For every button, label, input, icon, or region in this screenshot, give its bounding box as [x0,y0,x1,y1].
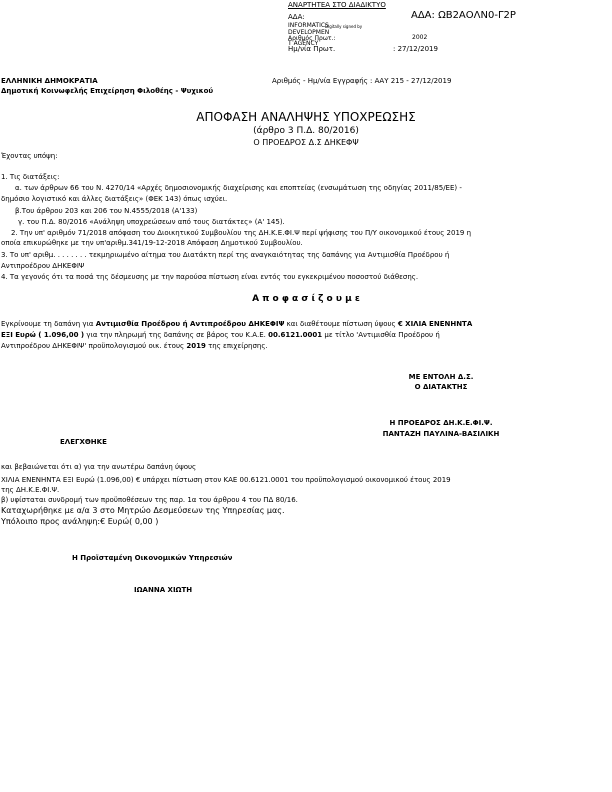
checked-label: ΕΛΕΓΧΘΗΚΕ [60,438,107,446]
finance-head-name: ΙΩΑΝΝΑ ΧΙΩΤΗ [134,586,193,594]
org-name: Δημοτική Κοινωφελής Επιχείρηση Φιλοθέης - Ψυχικού [1,87,214,95]
document-president: Ο ΠΡΟΕΔΡΟΣ Δ.Σ ΔΗΚΕΦΨ [253,138,359,147]
item-1: 1. Τις διατάξεις: [1,173,60,181]
item-3-line2: Αντιπροέδρου ΔΗΚΕΦΙΨ [1,262,85,270]
verification-line2: ΧΙΛΙΑ ΕΝΕΝΗΝΤΑ ΕΞΙ Ευρώ (1.096,00) € υπάρχει πίστωση στον ΚΑΕ 00.6121.0001 του προϋπολογισμού οικονομικού έτους 2019 [1,476,451,484]
approval-text: Εγκρίνουμε τη δαπάνη για [1,320,96,328]
finance-head-title: Η Προϊσταμένη Οικονομικών Υπηρεσιών [72,554,233,562]
president-name: ΠΑΝΤΑΖΗ ΠΑΥΛΙΝΑ-ΒΑΣΙΛΙΚΗ [382,430,500,438]
approval-text: Αντιπροέδρου ΔΗΚΕΦΙΨ' προϋπολογισμού οικ. έτους [1,342,187,350]
document-subtitle: (άρθρο 3 Π.Δ. 80/2016) [253,126,359,136]
item-4: 4. Τα γεγονός ότι τα ποσά της δέσμευσης με την παρούσα πίστωση είναι εντός του εγκεκριμένου ποσοστού διάθεσης. [1,273,419,281]
approval-text: της επιχείρησης. [205,342,268,350]
issuer-label: Ο ΔΙΑΤΑΚΤΗΣ [414,383,468,391]
president-title: Η ΠΡΟΕΔΡΟΣ ΔΗ.Κ.Ε.ΦΙ.Ψ. [389,419,493,427]
approval-text: για την πληρωμή της δαπάνης σε βάρος του Κ.Α.Ε. [84,331,269,339]
item-1a-line1: α. των άρθρων 66 του Ν. 4270/14 «Αρχές δημοσιονομικής διαχείρισης και εποπτείας (ενσωμάτωση της οδηγίας 2011/85/ΕΕ) - [15,184,462,192]
verification-line5: Καταχωρήθηκε με α/α 3 στο Μητρώο Δεσμεύσεων της Υπηρεσίας μας. [1,506,285,515]
reg-date-label: Ημ/νία Πρωτ. [288,45,336,53]
approval-text: με τίτλο 'Αντιμισθία Προέδρου ή [322,331,440,339]
signature-informatics: INFORMATICS [288,22,329,29]
item-2-line1: 2. Την υπ' αριθμόν 71/2018 απόφαση του Διοικητικού Συμβουλίου της ΔΗ.Κ.Ε.ΦΙ.Ψ περί ψήφισης του Π/Υ οικονομικού έτους 2019 η [11,229,472,237]
approval-line3 [1,342,268,351]
registry-number: Αριθμός - Ημ/νία Εγγραφής : ΑΑΥ 215 - 27/12/2019 [272,77,452,85]
intro-text: Έχοντας υπόψη: [1,152,58,160]
signature-development: DEVELOPMEN [288,29,330,36]
verification-line3: της ΔΗ.Κ.Ε.ΦΙ.Ψ. [1,486,60,494]
by-order-label: ΜΕ ΕΝΤΟΛΗ Δ.Σ. [408,373,474,381]
item-2-line2: οποία επικυρώθηκε με την υπ'αριθμ.341/19-12-2018 Απόφαση Δημοτικού Συμβουλίου. [1,239,303,247]
approval-kae-code: 00.6121.0001 [268,331,323,339]
reg-number-value: 2002 [412,34,428,41]
approval-year: 2019 [186,342,206,350]
verification-line6: Υπόλοιπο προς ανάληψη:€ Ευρώ( 0,00 ) [1,517,159,526]
publish-notice: ΑΝΑΡΤΗΤΕΑ ΣΤΟ ΔΙΑΔΙΚΤΥΟ [288,1,386,9]
approval-subject: Αντιμισθία Προέδρου ή Αντιπροέδρου ΔΗΚΕΦΙΨ [95,320,285,328]
reg-date-value: : 27/12/2019 [393,45,438,53]
item-3-line1: 3. Το υπ' αριθμ. . . . . . . . τεκμηριωμένο αίτημα του Διατάκτη περί της αναγκαιότητας της δαπάνης για Αντιμισθία Προέδρου ή [1,251,450,259]
signature-overlay-text: Digitally signed by [325,24,363,29]
decision-heading: Α π ο φ α σ ί ζ ο υ μ ε [252,294,360,304]
ada-value: ΑΔΑ: ΩΒ2ΑΟΛΝ0-Γ2Ρ [411,10,516,21]
org-country: ΕΛΛΗΝΙΚΗ ΔΗΜΟΚΡΑΤΙΑ [1,77,98,85]
approval-line2 [1,331,440,340]
item-1c: γ. του Π.Δ. 80/2016 «Ανάληψη υποχρεώσεων από τους διατάκτες» (Α' 145). [18,218,285,226]
signature-agency: T AGENCY [288,40,319,47]
verification-line4: β) υφίσταται συνδρομή των προϋποθέσεων της παρ. 1α του άρθρου 4 του ΠΔ 80/16. [1,496,298,504]
approval-amount-words: € ΧΙΛΙΑ ΕΝΕΝΗΝΤΑ [397,320,473,328]
document-title: ΑΠΟΦΑΣΗ ΑΝΑΛΗΨΗΣ ΥΠΟΧΡΕΩΣΗΣ [196,110,416,124]
ada-label: ΑΔΑ: [288,13,305,21]
approval-amount: ΕΞΙ Ευρώ ( 1.096,00 ) [1,331,85,339]
item-1b: β.Του άρθρου 203 και 206 του Ν.4555/2018 (Α'133) [15,207,198,215]
reg-number-label: Αριθμός Πρωτ.: [288,35,336,42]
verification-line1: και βεβαιώνεται ότι α) για την ανωτέρω δαπάνη ύψους [1,463,197,471]
item-1a-line2: δημόσιο λογιστικό και άλλες διατάξεις» (ΦΕΚ 143) όπως ισχύει. [1,195,228,203]
approval-line1 [1,320,472,329]
approval-text: και διαθέτουμε πίστωση ύψους [284,320,398,328]
